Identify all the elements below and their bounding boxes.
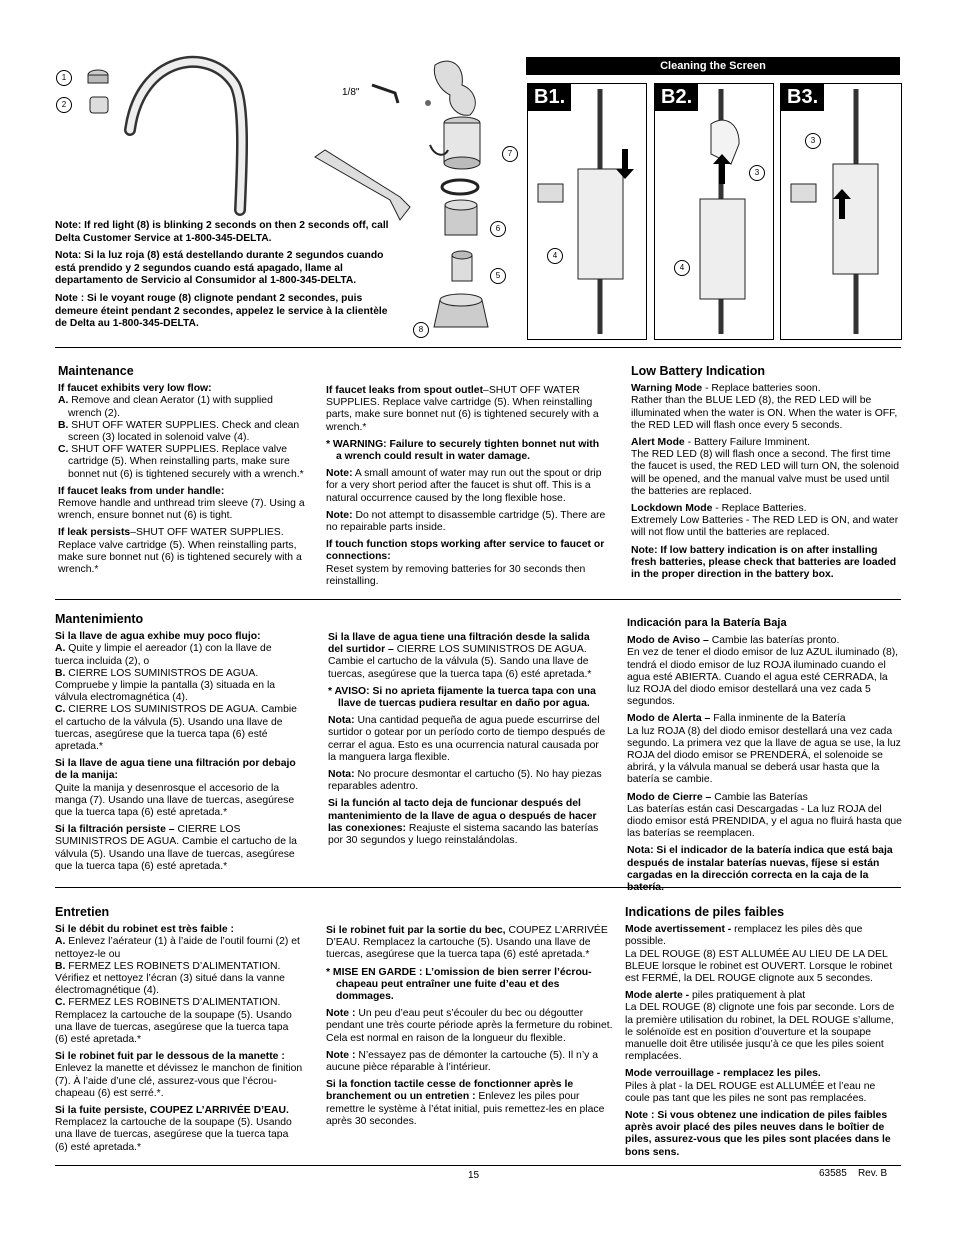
en-col-1 <box>58 365 308 581</box>
es-col-2 <box>328 632 606 852</box>
fr-mode-1: Mode avertissement - remplacez les piles dès que possible. La DEL ROUGE (8) EST ALLUMÉE AU LIEU DE LA DEL BLEUE lorsque le robinet est OUVERT. Lorsque le robinet est FERMÉ, la DEL ROUGE clignote aux 5 secondes. <box>625 924 893 985</box>
es-col-1 <box>55 613 300 878</box>
fr-mode-3: Mode verrouillage - remplacez les piles. Piles à plat - la DEL ROUGE est ALLUMÉE et l’eau ne coule pas tant que les piles ne sont pas remplacées. <box>625 1068 876 1104</box>
fr-col-2 <box>326 925 614 1133</box>
doc-number <box>819 1168 887 1179</box>
fr-p1-heading: Si le débit du robinet est très faible : <box>55 924 234 936</box>
es-lb-note: Nota: Si el indicador de la batería indica que está baja después de instalar baterías nuevas, fíjese si están cargadas en la dirección correcta en la caja de la <box>627 845 893 881</box>
es-aviso: * AVISO: Si no aprieta fijamente la tuerca tapa con una llave de tuercas pudiera resultar en daño por agua. <box>328 685 596 710</box>
callout-7: 7 <box>502 146 518 162</box>
fr-garde: * MISE EN GARDE : L’omission de bien serrer l’écrou-chapeau peut entraîner une fuite d’eau et des dommages. <box>326 966 592 1003</box>
es-col-3 <box>627 617 902 899</box>
panel-b2-label: B2. <box>655 84 698 111</box>
fr-p3-text: Remplacez la cartouche de la soupape (5). Usando una llave de tuercas, asegúrese que la tuerca tapa (6) esté apretada.* <box>55 1117 292 1153</box>
en-note-1: Note: A small amount of water may run out the spout or drip for a very short period after the faucet is shut off. This is a natural occurrence caused by the long flexible hose. <box>326 468 602 504</box>
en-col-2 <box>326 385 606 593</box>
solenoid-b1-illustration <box>528 84 646 339</box>
en-warning: * WARNING: Failure to securely tighten bonnet nut with a wrench could result in water damage. <box>326 438 600 463</box>
low-battery-title: Low Battery Indication <box>631 364 766 378</box>
solenoid-b2-illustration <box>655 84 773 339</box>
fr-p4: Si le robinet fuit par la sortie du bec, COUPEZ L’ARRIVÉE D’EAU. Remplacez la cartouche (5). Usando una llave de tuercas, asegúrese que la tuerca tapa (6) esté apretada.* <box>326 925 608 961</box>
hex-key-size-label: 1/8" <box>342 87 360 98</box>
note-es: Nota: Si la luz roja (8) está destellando durante 2 segundos cuando está prendido y 2 segundos cuando está apagado, llame al departamento de Servicio al Consumidor al 1-800-345-DELTA. <box>55 250 384 286</box>
divider-2 <box>55 599 901 600</box>
cleaning-title: Cleaning the Screen <box>660 60 766 72</box>
en-handle-heading: If faucet leaks from under handle: <box>58 485 225 497</box>
fr-p2-text: Enlevez la manette et dévissez le manchon de finition (7). À l’aide d’une clé, assurez-vous que l’écrou-chapeau (6) est serré.*. <box>55 1063 303 1099</box>
panel-b1-label: B1. <box>528 84 571 111</box>
callout-2: 2 <box>56 97 72 113</box>
es-p3: Si la filtración persiste – CIERRE LOS SUMINISTROS DE AGUA. Cambie el cartucho de la válvula (5). Usando una llave de tuercas, asegúrese que la tuerca tapa (6) esté apretada.* <box>55 824 297 872</box>
panel-b1 <box>527 83 647 340</box>
fr-step-c: C. FERMEZ LES ROBINETS D’ALIMENTATION. Remplacez la cartouche de la soupape (5). Usando una llave de tuercas, asegúrese que la tuerca tapa (6) esté apretada.* <box>55 997 292 1046</box>
aerator-wrench-part <box>90 97 108 113</box>
en-touch-heading: If touch function stops working after service to faucet or connections: <box>326 539 605 563</box>
fr-col-1 <box>55 906 303 1159</box>
panel-b3-label: B3. <box>781 84 824 111</box>
fr-lb-title: Indications de piles faibles <box>625 905 785 919</box>
en-col-3 <box>631 365 903 586</box>
es-mode-3: Modo de Cierre – Cambie las Baterías Las baterías están casi Descargadas - La luz ROJA del diodo emisor está PRENDIDA, y el agua no fluirá hasta que las baterías se reemplacen. <box>627 791 902 840</box>
note-fr: Note : Si le voyant rouge (8) clignote pendant 2 secondes, puis demeure éteint pendant 2 secondes, appelez le service à la clientèle de Delta au 1-800-345-DELTA. <box>55 293 388 329</box>
panel-b2 <box>654 83 774 340</box>
en-warning-mode: Warning Mode - Replace batteries soon. Rather than the BLUE LED (8), the RED LED will be illuminated when the water is ON. When the water is OFF, the RED LED will flash once every 5 seconds. <box>631 383 898 431</box>
en-spout: If faucet leaks from spout outlet–SHUT OFF WATER SUPPLIES. Replace valve cartridge (5). When reinstalling parts, make sure bonnet nut (6) is tightened securely with a wrench.* <box>326 385 599 433</box>
en-persist: If leak persists–SHUT OFF WATER SUPPLIES. Replace valve cartridge (5). When reinstalling parts, make sure bonnet nut (6) is tightened securely with a wrench.* <box>58 527 302 576</box>
es-step-b: B. CIERRE LOS SUMINISTROS DE AGUA. Compruebe y limpie la pantalla (3) situada en la válvula electromagnética (4). <box>55 667 276 704</box>
en-lockdown-mode: Lockdown Mode - Replace Batteries. Extremely Low Batteries - The RED LED is ON, and water will not flow until the batteries are replaced. <box>631 503 899 539</box>
en-step-c: C. SHUT OFF WATER SUPPLIES. Replace valve cartridge (5). When reinstalling parts, make sure bonnet nut (6) is tightened securely with a wrench.* <box>58 444 304 480</box>
gasket-ring <box>442 180 478 194</box>
doc-id: 63585 <box>819 1168 847 1179</box>
callout-4b: 4 <box>674 260 690 276</box>
fr-lb-note: Note : Si vous obtenez une indication de piles faibles après avoir placé des piles neuves dans le boîtier de piles, assurez-vous que les piles sont placées dans le bons sens. <box>625 1110 891 1158</box>
fr-step-b: B. FERMEZ LES ROBINETS D’ALIMENTATION. Vérifiez et nettoyez l’écran (3) situé dans la vanne électromagnétique (4). <box>55 960 285 997</box>
es-p4: Si la llave de agua tiene una filtración desde la salida del surtidor – CIERRE LOS SUMINISTROS DE AGUA. Cambie el cartucho de la válvula (5). Sando una llave de tuercas, asegúrese que la tuerca tapa (6) esté apretada.* <box>328 632 592 680</box>
en-handle-text: Remove handle and unthread trim sleeve (7). Using a wrench, ensure bonnet nut (6) is tight. <box>58 498 305 522</box>
fr-p3-heading: Si la fuite persiste, COUPEZ L’ARRIVÉE D’EAU. <box>55 1105 289 1117</box>
solenoid-b3-illustration <box>781 84 901 339</box>
fr-col-3 <box>625 906 902 1164</box>
fr-title: Entretien <box>55 905 110 919</box>
wrench-tool <box>315 150 410 220</box>
fr-step-a: A. Enlevez l’aérateur (1) à l’aide de l’outil fourni (2) et nettoyez-le ou <box>55 936 300 960</box>
callout-8: 8 <box>413 322 429 338</box>
handle-part <box>434 61 475 115</box>
callout-5: 5 <box>490 268 506 284</box>
es-p5: Si la función al tacto deja de funcionar después del mantenimiento de la llave de agua o después de hacer las conexiones: Reajuste el sistema sacando las baterías por 30 segundos y luego reinstalándolas. <box>328 798 599 847</box>
en-touch-text: Reset system by removing batteries for 30 seconds then reinstalling. <box>326 563 586 587</box>
page-number: 15 <box>468 1170 480 1181</box>
en-alert-mode: Alert Mode - Battery Failure Imminent. The RED LED (8) will flash once a second. The first time the faucet is used, the RED LED will turn ON, the solenoid will be opened, and the manual valve must be used until the batteries are replaced. <box>631 437 899 497</box>
es-p2-heading: Si la llave de agua tiene una filtración por debajo de la manija: <box>55 758 296 782</box>
maintenance-title: Maintenance <box>58 364 134 378</box>
fr-note-2: Note : N’essayez pas de démonter la cartouche (5). Il n’y a aucune pièce réparable à l’intérieur. <box>326 1049 599 1074</box>
note-en: Note: If red light (8) is blinking 2 seconds on then 2 seconds off, call Delta Customer Service at 1-800-345-DELTA. <box>55 220 389 244</box>
divider-1 <box>55 347 901 348</box>
fr-p2-heading: Si le robinet fuit par le dessous de la manette : <box>55 1051 285 1063</box>
es-lb-title: Indicación para la Batería Baja <box>627 617 787 629</box>
es-note-2: Nota: No procure desmontar el cartucho (5). No hay piezas reparables adentro. <box>328 769 602 793</box>
callout-3a: 3 <box>749 165 765 181</box>
panel-b3 <box>780 83 902 340</box>
footer-rule <box>55 1165 901 1166</box>
en-note-2: Note: Do not attempt to disassemble cartridge (5). There are no repairable parts inside. <box>326 509 606 534</box>
es-title: Mantenimiento <box>55 612 144 626</box>
es-p2-text: Quite la manija y desenrosque el accesorio de la manga (7). Usando una llave de tuercas, asegúrese que la tuerca tapa (6) esté apretada.* <box>55 782 295 819</box>
es-step-a: A. Quite y limpie el aereador (1) con la llave de tuerca incluida (2), o <box>55 643 272 667</box>
callout-4a: 4 <box>547 248 563 264</box>
es-note-1: Nota: Una cantidad pequeña de agua puede escurrirse del surtidor o gotear por un período corto de tiempo después de cerrar el agua. Esto es una ocurrencia natural causada por la manguera larga flexible. <box>328 715 606 763</box>
en-low-flow-heading: If faucet exhibits very low flow: <box>58 383 212 395</box>
hex-key <box>372 85 398 103</box>
en-lb-note: Note: If low battery indication is on after installing fresh batteries, please check that batteries are loaded in the proper direction in the battery box. <box>631 544 897 581</box>
es-mode-1: Modo de Aviso – Cambie las baterías pronto. En vez de tener el diodo emisor de luz AZUL iluminado (8), tendrá el diodo emisor de luz ROJA iluminado cuando el agua esté ABIERTA. Cuando el agua esté CERRADA, la luz ROJA del diodo emisor destellará una vez cada 5 segundos. <box>627 635 899 708</box>
en-step-b: B. SHUT OFF WATER SUPPLIES. Check and clean screen (3) located in solenoid valve (4). <box>58 419 300 444</box>
cleaning-title-bar <box>526 57 900 75</box>
en-step-a: A. Remove and clean Aerator (1) with supplied wrench (2). <box>58 395 273 419</box>
fr-mode-2: Mode alerte - piles pratiquement à plat La DEL ROUGE (8) clignote une fois par seconde. Lors de la première utilisation du robinet, la DEL ROUGE s’allume, le solénoïde est en position d’ouverture et la soupape manuelle doit être utilisée jusqu’à ce que les piles soient remplacées. <box>625 990 895 1063</box>
fr-note-1: Note : Un peu d’eau peut s’écouler du bec ou dégoutter pendant une très courte période après la fermeture du robinet. Cela est normal en raison de la longueur du flexible. <box>326 1008 613 1044</box>
callout-3b: 3 <box>805 133 821 149</box>
es-step-c: C. CIERRE LOS SUMINISTROS DE AGUA. Cambie el cartucho de la válvula (5). Usando una llave de tuercas, asegúrese que la tuerca tapa (6) esté apretada.* <box>55 704 297 753</box>
fr-p5: Si la fonction tactile cesse de fonctionner après le branchement ou un entretien : Enlevez les piles pour remettre le système à l’état initial, puis remettez-les en place après 30 secondes. <box>326 1079 605 1127</box>
es-mode-2: Modo de Alerta – Falla inminente de la Batería La luz ROJA (8) del diodo emisor destellará una vez cada segundo. La primera vez que la llave de agua se use, la luz ROJA del diodo emisor se PRENDERÁ, el solenoide se abrirá, y la válvula manual se deberá usar hasta que la batería se cambie. <box>627 713 901 786</box>
callout-1: 1 <box>56 70 72 86</box>
divider-3 <box>55 887 901 888</box>
revision: Rev. B <box>857 1168 888 1179</box>
callout-6: 6 <box>490 221 506 237</box>
es-p1-heading: Si la llave de agua exhibe muy poco flujo: <box>55 631 261 643</box>
